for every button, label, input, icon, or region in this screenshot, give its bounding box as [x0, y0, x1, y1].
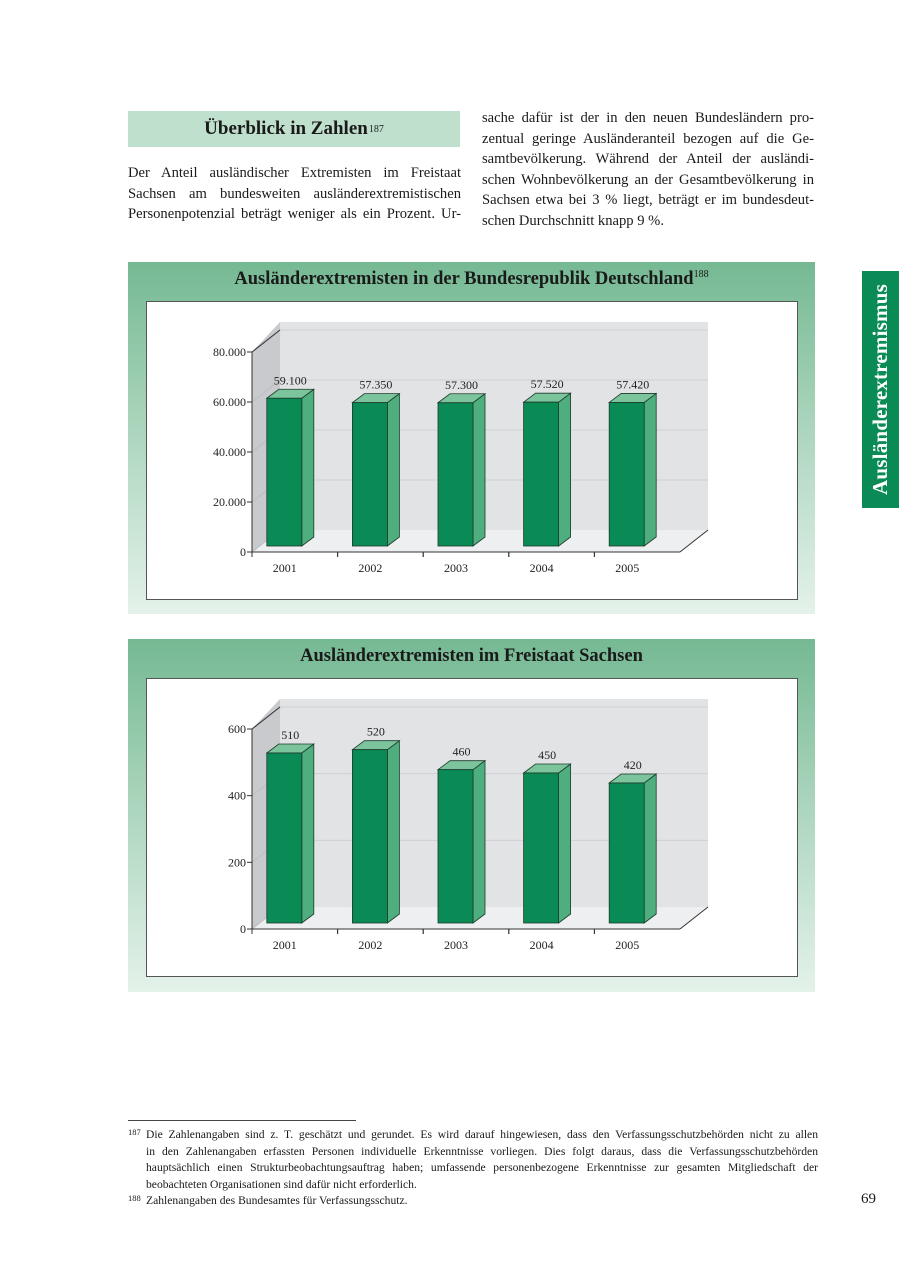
- paragraph-line: Der Anteil ausländischer Extremisten im Freistaat: [128, 165, 461, 181]
- bar-side: [387, 741, 399, 923]
- paragraph-line: schen Durchschnitt knapp 9 %.: [482, 212, 664, 229]
- data-label: 57.300: [445, 377, 478, 392]
- y-tick-label: 600: [228, 722, 246, 736]
- paragraph-line: schen Wohnbevölkerung an der Gesamtbevölkerung in: [482, 171, 814, 188]
- paragraph-line: Personenpotenzial beträgt weniger als ein Prozent. Ur-: [128, 206, 461, 223]
- data-label: 520: [366, 724, 385, 739]
- data-label: 460: [452, 744, 471, 759]
- data-label: 510: [281, 728, 300, 742]
- footnote-ref[interactable]: 187: [368, 123, 384, 135]
- x-tick-label: 2001: [272, 938, 297, 952]
- bar: [267, 753, 302, 923]
- y-tick-label: 40.000: [213, 445, 246, 459]
- footnote-187: [128, 1127, 818, 1193]
- x-tick-label: 2001: [272, 561, 297, 575]
- data-label: 57.420: [616, 377, 650, 392]
- chart-plot-area: [146, 678, 798, 977]
- intro-paragraph-right: [482, 108, 814, 232]
- bar: [352, 750, 387, 923]
- chart-title: Ausländerextremisten in der Bundesrepublik Deutschland$^{188}$: [234, 269, 709, 289]
- bar-side: [559, 393, 571, 546]
- footnote-text: [146, 1127, 818, 1193]
- x-tick-label: 2004: [529, 938, 554, 952]
- bar-chart-sachsen: [147, 679, 797, 976]
- data-label: 57.350: [359, 377, 393, 392]
- footnote-number: 188: [128, 1193, 141, 1203]
- x-tick-label: 2004: [529, 561, 554, 575]
- page-number: 69: [861, 1191, 876, 1207]
- chart-panel-germany: [128, 262, 815, 614]
- y-tick-label: 0: [240, 922, 246, 936]
- paragraph-line: sache dafür ist der in den neuen Bundesländern pro-: [482, 110, 814, 126]
- footnote-divider: [128, 1120, 356, 1121]
- data-label: 59.100: [273, 373, 307, 388]
- footnote-line: hauptsächlich einen Strukturbeobachtungsauftrag haben; umfassende personenbezogene Erkenntnisse zur gesamten Mitgliedschaft der: [146, 1161, 818, 1175]
- paragraph-line: Sachsen am bundesweiten ausländerextremistischen: [128, 185, 461, 202]
- bar-side: [644, 774, 656, 923]
- side-tab-label: Ausländerextremismus: [868, 284, 892, 495]
- x-tick-label: 2005: [615, 938, 640, 952]
- paragraph-line: zentual geringe Ausländeranteil bezogen auf die Ge-: [482, 130, 814, 147]
- y-tick-label: 20.000: [213, 495, 246, 509]
- footnote-line: Zahlenangaben des Bundesamtes für Verfassungsschutz.: [146, 1194, 408, 1207]
- bar-side: [473, 761, 485, 923]
- section-side-tab[interactable]: [862, 271, 899, 508]
- bar: [438, 403, 473, 546]
- bar: [524, 773, 559, 923]
- footnote-number: 187: [128, 1127, 141, 1137]
- bar-side: [387, 394, 399, 546]
- bar-side: [559, 764, 571, 923]
- bar: [524, 402, 559, 546]
- bar-side: [302, 744, 314, 923]
- bar-side: [473, 394, 485, 546]
- bar: [352, 403, 387, 546]
- x-tick-label: 2003: [444, 938, 468, 952]
- data-label: 420: [623, 758, 642, 772]
- intro-paragraph-left: [128, 163, 461, 225]
- chart-panel-sachsen: [128, 639, 815, 992]
- chart-title: Ausländerextremisten im Freistaat Sachsen: [300, 646, 643, 666]
- footnote-line: Die Zahlenangaben sind z. T. geschätzt und gerundet. Es wird darauf hingewiesen, dass den Verfassungsschutzbehörden nicht zu allen: [146, 1128, 818, 1141]
- bar: [438, 770, 473, 923]
- bar: [267, 398, 302, 546]
- footnote-188: [128, 1193, 818, 1210]
- bar-side: [644, 393, 656, 546]
- paragraph-line: samtbevölkerung. Während der Anteil der ausländi-: [482, 151, 814, 168]
- y-tick-label: 200: [228, 855, 246, 870]
- y-tick-label: 0: [240, 545, 246, 559]
- footnote-ref[interactable]: 188: [693, 269, 709, 280]
- x-tick-label: 2005: [615, 561, 640, 575]
- data-label: 450: [538, 748, 557, 762]
- bar: [609, 783, 644, 923]
- x-tick-label: 2002: [358, 938, 383, 952]
- x-tick-label: 2002: [358, 561, 383, 575]
- y-tick-label: 400: [228, 788, 246, 803]
- bar-side: [302, 389, 314, 546]
- section-heading: [128, 111, 460, 147]
- bar-chart-germany: [147, 302, 797, 599]
- y-tick-label: 60.000: [213, 395, 246, 409]
- bar: [609, 402, 644, 546]
- y-tick-label: 80.000: [213, 345, 246, 359]
- footnote-line: in den Zahlenangaben erfassten Personen individuelle Erkenntnisse vorliegen. Dies folgt daraus, dass die Verfassungsschutzbehörden: [146, 1144, 818, 1158]
- footnote-text: [146, 1193, 818, 1210]
- data-label: 57.520: [530, 377, 564, 392]
- chart-plot-area: [146, 301, 798, 600]
- footnote-line: beobachteten Organisationen sind dafür nicht erforderlich.: [146, 1177, 417, 1191]
- x-tick-label: 2003: [444, 561, 468, 575]
- paragraph-line: Sachsen etwa bei 3 % liegt, beträgt er im bundesdeut-: [482, 192, 814, 209]
- section-heading-text: Überblick in Zahlen: [204, 118, 368, 139]
